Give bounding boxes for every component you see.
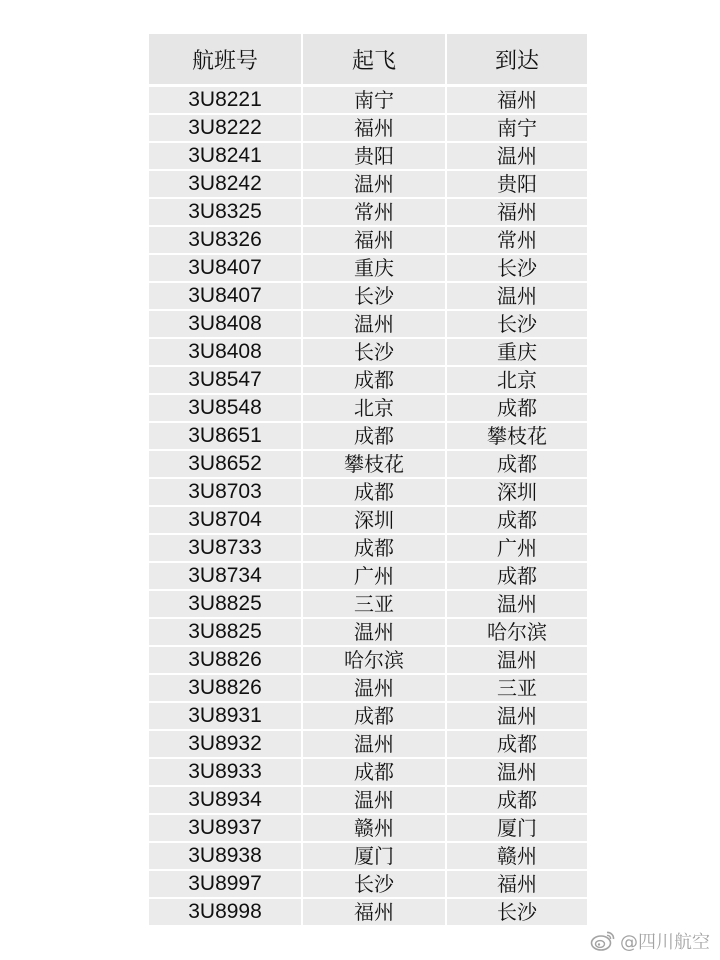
flight-number-cell: 3U8408: [149, 338, 301, 366]
arrival-cell: 长沙: [445, 254, 587, 282]
table-body: [149, 86, 587, 926]
arrival-cell: 温州: [445, 282, 587, 310]
departure-cell: 贵阳: [301, 142, 445, 170]
table-row: [149, 254, 587, 282]
watermark-text: @四川航空: [620, 932, 710, 953]
table-row: [149, 226, 587, 254]
departure-cell: 厦门: [301, 842, 445, 870]
departure-cell: 哈尔滨: [301, 646, 445, 674]
departure-cell: 赣州: [301, 814, 445, 842]
arrival-cell: 福州: [445, 870, 587, 898]
departure-cell: 温州: [301, 730, 445, 758]
table-row: [149, 618, 587, 646]
flight-number-cell: 3U8652: [149, 450, 301, 478]
table-row: [149, 310, 587, 338]
departure-cell: 成都: [301, 534, 445, 562]
flight-number-cell: 3U8222: [149, 114, 301, 142]
flight-number-cell: 3U8931: [149, 702, 301, 730]
arrival-cell: 成都: [445, 394, 587, 422]
flight-number-cell: 3U8998: [149, 898, 301, 926]
arrival-cell: 长沙: [445, 310, 587, 338]
watermark: [590, 928, 710, 954]
flight-number-cell: 3U8407: [149, 282, 301, 310]
table-row: [149, 898, 587, 926]
arrival-cell: 赣州: [445, 842, 587, 870]
departure-cell: 成都: [301, 366, 445, 394]
arrival-cell: 温州: [445, 646, 587, 674]
flight-number-cell: 3U8938: [149, 842, 301, 870]
arrival-cell: 温州: [445, 142, 587, 170]
table-row: [149, 814, 587, 842]
table-row: [149, 534, 587, 562]
arrival-cell: 长沙: [445, 898, 587, 926]
flight-number-cell: 3U8937: [149, 814, 301, 842]
arrival-cell: 重庆: [445, 338, 587, 366]
departure-cell: 温州: [301, 170, 445, 198]
flight-number-cell: 3U8704: [149, 506, 301, 534]
flight-number-cell: 3U8997: [149, 870, 301, 898]
arrival-cell: 成都: [445, 730, 587, 758]
arrival-cell: 温州: [445, 702, 587, 730]
table-row: [149, 170, 587, 198]
departure-cell: 成都: [301, 422, 445, 450]
flight-number-cell: 3U8933: [149, 758, 301, 786]
departure-cell: 温州: [301, 786, 445, 814]
flight-number-cell: 3U8932: [149, 730, 301, 758]
departure-cell: 长沙: [301, 282, 445, 310]
table-row: [149, 506, 587, 534]
header-departure: 起飞: [301, 34, 445, 86]
arrival-cell: 哈尔滨: [445, 618, 587, 646]
departure-cell: 南宁: [301, 86, 445, 114]
table-row: [149, 282, 587, 310]
departure-cell: 三亚: [301, 590, 445, 618]
flight-number-cell: 3U8934: [149, 786, 301, 814]
flight-number-cell: 3U8651: [149, 422, 301, 450]
table-row: [149, 450, 587, 478]
flight-number-cell: 3U8733: [149, 534, 301, 562]
arrival-cell: 深圳: [445, 478, 587, 506]
header-row: [149, 34, 587, 86]
table-row: [149, 674, 587, 702]
arrival-cell: 福州: [445, 198, 587, 226]
table-row: [149, 646, 587, 674]
flight-number-cell: 3U8408: [149, 310, 301, 338]
arrival-cell: 成都: [445, 562, 587, 590]
header-arrival: 到达: [445, 34, 587, 86]
flight-number-cell: 3U8221: [149, 86, 301, 114]
departure-cell: 成都: [301, 758, 445, 786]
table-row: [149, 786, 587, 814]
flight-number-cell: 3U8242: [149, 170, 301, 198]
arrival-cell: 三亚: [445, 674, 587, 702]
table-row: [149, 86, 587, 114]
table-row: [149, 142, 587, 170]
flight-number-cell: 3U8826: [149, 674, 301, 702]
table-row: [149, 198, 587, 226]
flight-number-cell: 3U8407: [149, 254, 301, 282]
departure-cell: 攀枝花: [301, 450, 445, 478]
departure-cell: 深圳: [301, 506, 445, 534]
table-row: [149, 394, 587, 422]
arrival-cell: 贵阳: [445, 170, 587, 198]
departure-cell: 长沙: [301, 870, 445, 898]
table-row: [149, 702, 587, 730]
arrival-cell: 成都: [445, 506, 587, 534]
weibo-logo-icon: [590, 930, 616, 952]
table-row: [149, 114, 587, 142]
departure-cell: 重庆: [301, 254, 445, 282]
table-row: [149, 730, 587, 758]
arrival-cell: 温州: [445, 758, 587, 786]
departure-cell: 温州: [301, 310, 445, 338]
departure-cell: 常州: [301, 198, 445, 226]
table-row: [149, 422, 587, 450]
departure-cell: 北京: [301, 394, 445, 422]
table-header: [149, 34, 587, 86]
flight-number-cell: 3U8241: [149, 142, 301, 170]
flight-number-cell: 3U8825: [149, 618, 301, 646]
departure-cell: 福州: [301, 898, 445, 926]
flight-number-cell: 3U8825: [149, 590, 301, 618]
arrival-cell: 温州: [445, 590, 587, 618]
departure-cell: 福州: [301, 226, 445, 254]
departure-cell: 成都: [301, 702, 445, 730]
departure-cell: 广州: [301, 562, 445, 590]
header-flight-number: 航班号: [149, 34, 301, 86]
flight-number-cell: 3U8326: [149, 226, 301, 254]
table-row: [149, 870, 587, 898]
table-row: [149, 338, 587, 366]
flight-table: [149, 34, 587, 926]
table-row: [149, 758, 587, 786]
flight-number-cell: 3U8703: [149, 478, 301, 506]
arrival-cell: 常州: [445, 226, 587, 254]
arrival-cell: 厦门: [445, 814, 587, 842]
arrival-cell: 福州: [445, 86, 587, 114]
departure-cell: 温州: [301, 618, 445, 646]
departure-cell: 长沙: [301, 338, 445, 366]
table-row: [149, 842, 587, 870]
departure-cell: 温州: [301, 674, 445, 702]
departure-cell: 福州: [301, 114, 445, 142]
table-row: [149, 562, 587, 590]
flight-number-cell: 3U8826: [149, 646, 301, 674]
arrival-cell: 成都: [445, 786, 587, 814]
flight-number-cell: 3U8325: [149, 198, 301, 226]
flight-number-cell: 3U8547: [149, 366, 301, 394]
departure-cell: 成都: [301, 478, 445, 506]
table-row: [149, 366, 587, 394]
flight-number-cell: 3U8548: [149, 394, 301, 422]
arrival-cell: 北京: [445, 366, 587, 394]
arrival-cell: 成都: [445, 450, 587, 478]
arrival-cell: 南宁: [445, 114, 587, 142]
table-row: [149, 590, 587, 618]
table-row: [149, 478, 587, 506]
flight-number-cell: 3U8734: [149, 562, 301, 590]
arrival-cell: 攀枝花: [445, 422, 587, 450]
arrival-cell: 广州: [445, 534, 587, 562]
